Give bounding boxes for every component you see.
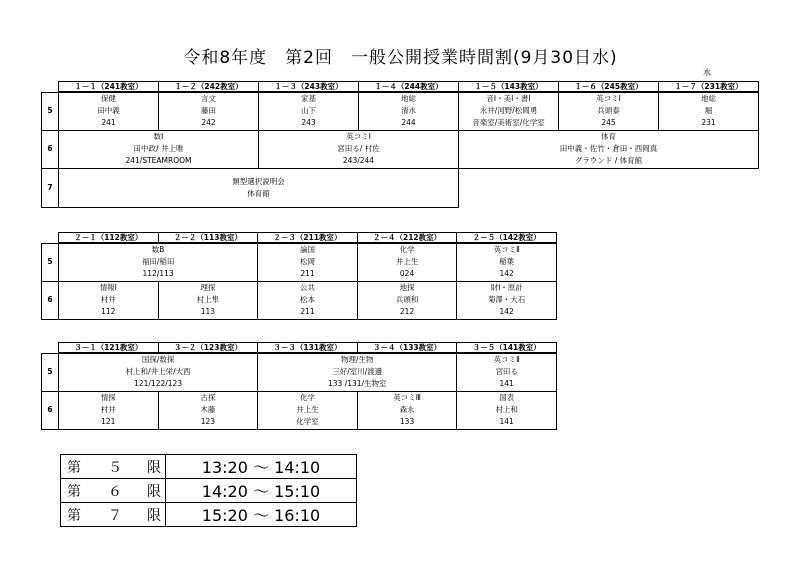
period-time: 13:20 〜 14:10 bbox=[166, 455, 357, 479]
period-suffix: 限 bbox=[143, 503, 166, 527]
class-cell: 理探 村上隼 113 bbox=[158, 281, 258, 319]
class-header: ３－３（131教室） bbox=[258, 343, 358, 354]
class-cell: 情探 村井 121 bbox=[59, 391, 159, 429]
class-cell: 数B 福田/稲田 112/113 bbox=[59, 243, 258, 281]
class-cell: 化学 井上生 化学室 bbox=[258, 391, 358, 429]
day-label: 水 bbox=[703, 68, 711, 77]
period-row bbox=[42, 168, 759, 207]
period-times bbox=[60, 454, 357, 527]
class-cell: 情報Ⅰ 村井 112 bbox=[59, 281, 159, 319]
header-spacer bbox=[42, 343, 59, 354]
period-row bbox=[42, 391, 557, 429]
class-cell: 英コミⅡ 稲葉 142 bbox=[457, 243, 557, 281]
class-header: ２－５（142教室） bbox=[457, 233, 557, 244]
class-header: ３－２（123教室） bbox=[158, 343, 258, 354]
period-label: 5 bbox=[42, 243, 59, 281]
grade2-header-row bbox=[42, 233, 557, 244]
class-cell: 国探/数探 村上和/井上栄/大西 121/122/123 bbox=[59, 353, 258, 391]
period-row bbox=[42, 353, 557, 391]
class-cell: 類型選択説明会 体育館 bbox=[59, 168, 459, 207]
class-cell: 国表 村上和 141 bbox=[457, 391, 557, 429]
grade1-header-row bbox=[42, 82, 759, 93]
class-header: １－７（231教室） bbox=[659, 82, 759, 93]
class-header: ３－１（121教室） bbox=[59, 343, 159, 354]
class-header: １－４（244教室） bbox=[359, 82, 459, 93]
class-cell: 体育 田中義・佐竹・倉田・西岡真 グラウンド / 体育館 bbox=[459, 130, 759, 168]
class-header: ３－５（141教室） bbox=[457, 343, 557, 354]
class-cell: 英コミⅢ 森永 133 bbox=[357, 391, 457, 429]
class-cell: 音Ⅰ・美Ⅰ・書Ⅰ 永井/河野/松岡勇 音楽室/美術室/化学室 bbox=[459, 92, 559, 130]
empty-cell bbox=[459, 168, 759, 207]
class-cell: 地探 兵頭和 212 bbox=[357, 281, 457, 319]
period-suffix: 限 bbox=[143, 455, 166, 479]
class-header: ２－１（112教室） bbox=[59, 233, 159, 244]
class-cell: 地総 堀 231 bbox=[659, 92, 759, 130]
class-header: ２－４（212教室） bbox=[357, 233, 457, 244]
period-number: ６ bbox=[87, 479, 143, 503]
class-header: １－５（143教室） bbox=[459, 82, 559, 93]
class-cell: 保健 田中義 241 bbox=[59, 92, 159, 130]
class-header: ２－２（113教室） bbox=[158, 233, 258, 244]
period-suffix: 限 bbox=[143, 479, 166, 503]
class-cell: 英コミⅡ 宮田る 141 bbox=[457, 353, 557, 391]
period-label: 6 bbox=[42, 130, 59, 168]
grade2-timetable bbox=[41, 232, 557, 320]
class-cell: 地総 清水 244 bbox=[359, 92, 459, 130]
header-spacer bbox=[42, 233, 59, 244]
period-time-row bbox=[61, 503, 357, 527]
period-row bbox=[42, 130, 759, 168]
period-label: 6 bbox=[42, 281, 59, 319]
period-row bbox=[42, 281, 557, 319]
class-header: １－１（241教室） bbox=[59, 82, 159, 93]
class-header: ３－４（133教室） bbox=[357, 343, 457, 354]
class-cell: 化学 井上生 024 bbox=[357, 243, 457, 281]
class-cell: 論国 松岡 211 bbox=[258, 243, 358, 281]
class-cell: 物理/生物 三好/室川/渡邊 133 /131/生物室 bbox=[258, 353, 457, 391]
period-label: 6 bbox=[42, 391, 59, 429]
class-header: １－６（245教室） bbox=[559, 82, 659, 93]
class-cell: 数Ⅰ 田中政/ 井上唯 241/STEAMROOM bbox=[59, 130, 259, 168]
period-prefix: 第 bbox=[61, 503, 88, 527]
page-title: 令和8年度 第2回 一般公開授業時間割(9月30日水) bbox=[183, 48, 618, 68]
period-label: 5 bbox=[42, 353, 59, 391]
period-number: ７ bbox=[87, 503, 143, 527]
period-row bbox=[42, 92, 759, 130]
class-header: １－２（242教室） bbox=[159, 82, 259, 93]
class-cell: 家基 山下 243 bbox=[259, 92, 359, 130]
period-row bbox=[42, 243, 557, 281]
class-cell: 古探 木藤 123 bbox=[158, 391, 258, 429]
class-header: ２－３（211教室） bbox=[258, 233, 358, 244]
grade1-timetable bbox=[41, 81, 759, 208]
period-number: ５ bbox=[87, 455, 143, 479]
period-label: 5 bbox=[42, 92, 59, 130]
class-cell: 英コミⅠ 宮田る/ 村佐 243/244 bbox=[259, 130, 459, 168]
class-cell: 財Ⅰ・原計 菊澤・大石 142 bbox=[457, 281, 557, 319]
period-label: 7 bbox=[42, 168, 59, 207]
period-time: 15:20 〜 16:10 bbox=[166, 503, 357, 527]
class-cell: 英コミⅠ 兵頭泰 245 bbox=[559, 92, 659, 130]
class-cell: 公共 松本 211 bbox=[258, 281, 358, 319]
period-time: 14:20 〜 15:10 bbox=[166, 479, 357, 503]
grade3-header-row bbox=[42, 343, 557, 354]
period-time-row bbox=[61, 479, 357, 503]
period-prefix: 第 bbox=[61, 455, 88, 479]
period-prefix: 第 bbox=[61, 479, 88, 503]
grade3-timetable bbox=[41, 342, 557, 430]
class-header: １－３（243教室） bbox=[259, 82, 359, 93]
period-time-row bbox=[61, 455, 357, 479]
header-spacer bbox=[42, 82, 59, 93]
class-cell: 言文 藤田 242 bbox=[159, 92, 259, 130]
